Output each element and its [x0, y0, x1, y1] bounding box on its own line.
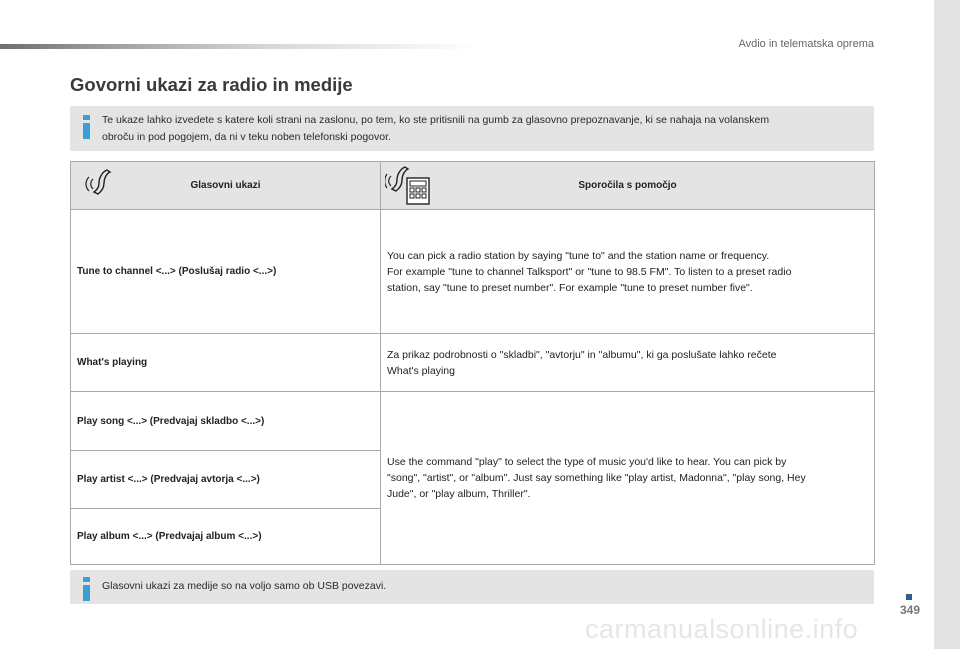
- info-icon: [83, 115, 90, 139]
- column-header-help-label: Sporočila s pomočjo: [578, 180, 677, 191]
- column-header-commands: [71, 162, 381, 210]
- page-edge-strip: [934, 0, 960, 649]
- voice-speak-icon: [85, 166, 119, 200]
- command-cell: What's playing: [71, 334, 381, 392]
- command-cell: Play album <...> (Predvajaj album <...>): [71, 509, 381, 565]
- table-row: [71, 210, 875, 334]
- command-cell: Play artist <...> (Predvajaj avtorja <...>): [71, 451, 381, 509]
- command-cell: Tune to channel <...> (Poslušaj radio <...>): [71, 210, 381, 334]
- help-line: station, say "tune to preset number". For example "tune to preset number five".: [387, 281, 753, 294]
- table-header-row: [71, 162, 875, 210]
- section-title: Avdio in telematska oprema: [738, 38, 874, 50]
- page-marker: [906, 594, 912, 600]
- watermark: carmanualsonline.info: [585, 614, 859, 644]
- help-cell: [381, 334, 875, 392]
- column-header-commands-label: Glasovni ukazi: [190, 180, 261, 191]
- help-line: Use the command "play" to select the type of music you'd like to hear. You can pick by: [387, 456, 787, 468]
- info-note-line: Te ukaze lahko izvedete s katere koli strani na zaslonu, po tem, ko ste pritisnili na gumb za glasovno prepoznavanje, ki se nahaja na volanskem: [102, 114, 770, 126]
- info-note-top: [70, 106, 874, 151]
- info-note-text: Glasovni ukazi za medije so na voljo samo ob USB povezavi.: [102, 580, 387, 592]
- table-row: [71, 334, 875, 392]
- help-line: What's playing: [387, 364, 455, 377]
- voice-help-screen-icon: [385, 164, 433, 206]
- table-row: [71, 392, 875, 451]
- column-header-help: [381, 162, 875, 210]
- page-heading: Govorni ukazi za radio in medije: [70, 74, 353, 95]
- help-line: For example "tune to channel Talksport" or "tune to 98.5 FM". To listen to a preset radio: [387, 265, 792, 278]
- help-cell: [381, 210, 875, 334]
- help-cell-shared: [381, 392, 875, 565]
- page-number: 349: [900, 603, 921, 617]
- header-rule: [0, 44, 480, 49]
- info-icon: [83, 577, 90, 601]
- help-line: Jude", or "play album, Thriller".: [387, 488, 531, 500]
- help-line: You can pick a radio station by saying "tune to" and the station name or frequency.: [387, 249, 770, 262]
- info-note-bottom: [70, 570, 874, 604]
- command-cell: Play song <...> (Predvajaj skladbo <...>): [71, 392, 381, 451]
- info-note-line: obroču in pod pogojem, da ni v teku noben telefonski pogovor.: [102, 131, 391, 143]
- help-line: Za prikaz podrobnosti o "skladbi", "avtorju" in "albumu", ki ga poslušate lahko rečete: [387, 348, 777, 361]
- voice-commands-table: [70, 161, 875, 565]
- help-line: "song", "artist", or "album". Just say something like "play artist, Madonna", "play song, Hey: [387, 472, 806, 484]
